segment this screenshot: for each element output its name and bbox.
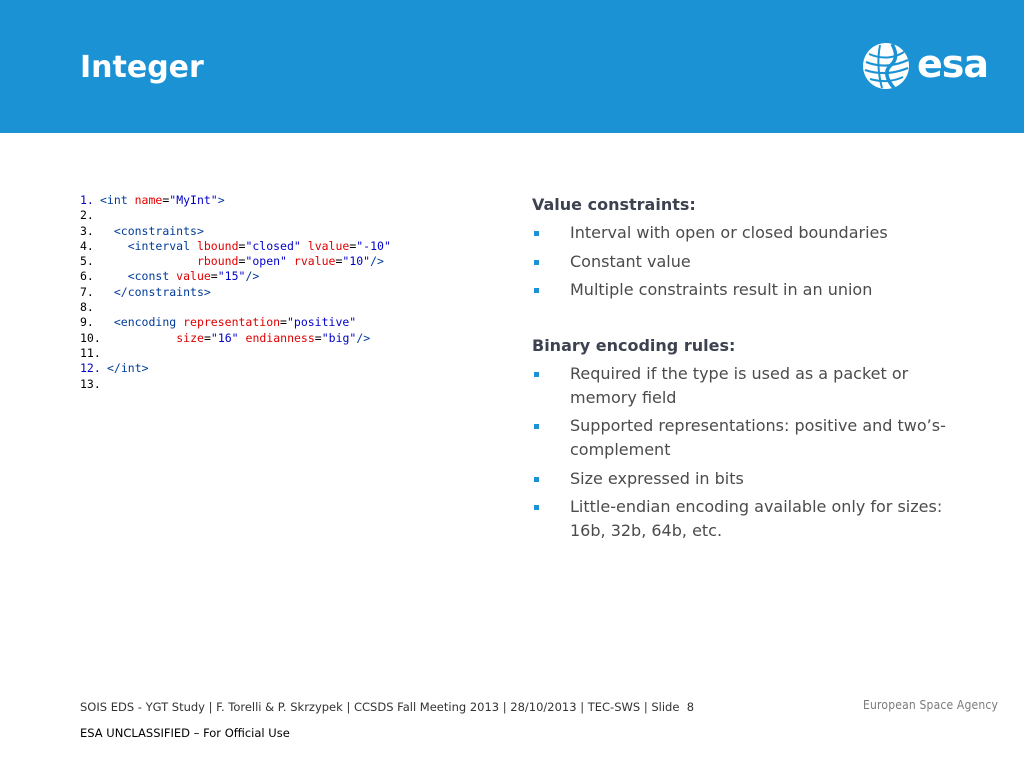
code-token: <int bbox=[100, 193, 135, 207]
code-token bbox=[287, 254, 294, 268]
code-token: "15" bbox=[217, 269, 246, 284]
line-number: 12. bbox=[80, 361, 101, 376]
bullet-square-icon bbox=[534, 477, 539, 482]
line-number: 3. bbox=[80, 223, 94, 238]
code-line bbox=[80, 193, 391, 208]
code-token: = bbox=[349, 238, 357, 253]
bullet-square-icon bbox=[534, 260, 539, 265]
code-token bbox=[100, 285, 114, 299]
code-token: "positive" bbox=[286, 315, 357, 330]
bullet-square-icon bbox=[534, 372, 539, 377]
code-token: > bbox=[217, 193, 225, 207]
code-token: "MyInt" bbox=[169, 193, 218, 207]
code-token: /> bbox=[370, 254, 384, 269]
bullet-text: Required if the type is used as a packet or memory field bbox=[570, 363, 909, 407]
list-item bbox=[532, 278, 952, 302]
code-token: "-10" bbox=[356, 238, 391, 253]
code-token bbox=[100, 269, 128, 283]
content-panel bbox=[532, 193, 952, 548]
code-token: size bbox=[176, 330, 204, 345]
code-token: = bbox=[335, 254, 343, 269]
code-token bbox=[100, 239, 128, 253]
code-token bbox=[239, 331, 246, 345]
line-number: 6. bbox=[80, 269, 94, 284]
code-token: endianness bbox=[245, 330, 315, 345]
binary-encoding-list bbox=[532, 362, 952, 544]
code-line bbox=[80, 377, 391, 392]
slide-title: Integer bbox=[80, 50, 204, 85]
line-number: 2. bbox=[80, 208, 94, 223]
code-line bbox=[80, 315, 391, 330]
line-number: 9. bbox=[80, 315, 94, 330]
code-listing bbox=[80, 193, 391, 392]
code-line bbox=[80, 208, 391, 223]
code-token: </int> bbox=[107, 361, 149, 376]
code-token: <interval bbox=[127, 238, 197, 253]
code-line bbox=[80, 285, 391, 300]
code-token: <encoding bbox=[113, 315, 184, 330]
code-token bbox=[100, 224, 114, 238]
esa-logo-text: esa bbox=[917, 42, 989, 86]
bullet-text: Constant value bbox=[570, 251, 691, 271]
list-item bbox=[532, 467, 952, 491]
list-item bbox=[532, 250, 952, 274]
code-token: </constraints> bbox=[113, 284, 211, 299]
code-token bbox=[100, 315, 114, 329]
list-item bbox=[532, 495, 952, 543]
slide-header bbox=[0, 0, 1024, 133]
code-token: "open" bbox=[245, 254, 287, 269]
list-item bbox=[532, 362, 952, 410]
classification-label: ESA UNCLASSIFIED – For Official Use bbox=[80, 726, 290, 740]
line-number: 4. bbox=[80, 238, 94, 253]
bullet-text: Size expressed in bits bbox=[570, 468, 744, 488]
code-line bbox=[80, 254, 391, 269]
bullet-square-icon bbox=[534, 424, 539, 429]
code-token bbox=[107, 331, 176, 345]
line-number: 10. bbox=[80, 330, 101, 345]
code-token: = bbox=[203, 330, 211, 345]
value-constraints-heading: Value constraints: bbox=[532, 195, 696, 214]
slide-footer: SOIS EDS - YGT Study | F. Torelli & P. Skrzypek | CCSDS Fall Meeting 2013 | 28/10/2013 | TEC-SWS | Slide 8 bbox=[80, 700, 695, 714]
bullet-text: Little-endian encoding available only for sizes: 16b, 32b, 64b, etc. bbox=[570, 497, 943, 540]
code-line bbox=[80, 300, 391, 315]
line-number: 1. bbox=[80, 193, 94, 207]
line-number: 11. bbox=[80, 345, 101, 360]
code-token: "10" bbox=[342, 254, 371, 269]
esa-logo bbox=[862, 40, 1002, 92]
code-token: = bbox=[280, 315, 287, 330]
agency-name: European Space Agency bbox=[862, 698, 998, 712]
bullet-text: Interval with open or closed boundaries bbox=[570, 223, 888, 242]
code-token: <constraints> bbox=[113, 223, 204, 238]
code-line bbox=[80, 346, 391, 361]
code-line bbox=[80, 361, 391, 376]
code-line bbox=[80, 269, 391, 284]
value-constraints-list bbox=[532, 221, 952, 302]
bullet-text: Supported representations: positive and two’s-complement bbox=[570, 416, 946, 459]
code-token: name bbox=[134, 193, 163, 207]
line-number: 8. bbox=[80, 300, 94, 315]
line-number: 13. bbox=[80, 376, 101, 391]
code-token: representation bbox=[183, 315, 281, 330]
code-token: "big" bbox=[321, 330, 357, 345]
code-token: = bbox=[238, 238, 246, 253]
line-number: 7. bbox=[80, 284, 94, 299]
bullet-square-icon bbox=[534, 231, 539, 236]
code-token: = bbox=[314, 330, 322, 345]
code-token: <const bbox=[127, 269, 177, 284]
code-token bbox=[100, 254, 197, 268]
code-token: /> bbox=[245, 269, 260, 284]
list-item bbox=[532, 221, 952, 245]
code-line bbox=[80, 239, 391, 254]
code-token: rbound bbox=[196, 254, 239, 269]
code-token: lvalue bbox=[307, 238, 350, 253]
code-line bbox=[80, 331, 391, 346]
code-token: = bbox=[238, 254, 246, 269]
code-token: "16" bbox=[210, 330, 239, 345]
code-token: value bbox=[176, 269, 211, 284]
esa-globe-icon bbox=[862, 40, 914, 92]
bullet-square-icon bbox=[534, 288, 539, 293]
bullet-text: Multiple constraints result in an union bbox=[570, 280, 873, 299]
binary-encoding-heading: Binary encoding rules: bbox=[532, 335, 736, 355]
code-token: "closed" bbox=[245, 238, 301, 253]
line-number: 5. bbox=[80, 254, 94, 269]
code-token: = bbox=[210, 269, 218, 284]
code-line bbox=[80, 224, 391, 239]
bullet-square-icon bbox=[534, 505, 539, 510]
code-token: rvalue bbox=[293, 254, 336, 269]
code-token: = bbox=[162, 193, 170, 207]
code-token: lbound bbox=[196, 238, 239, 253]
list-item bbox=[532, 414, 952, 462]
code-token bbox=[301, 239, 308, 253]
code-token: /> bbox=[356, 330, 371, 345]
